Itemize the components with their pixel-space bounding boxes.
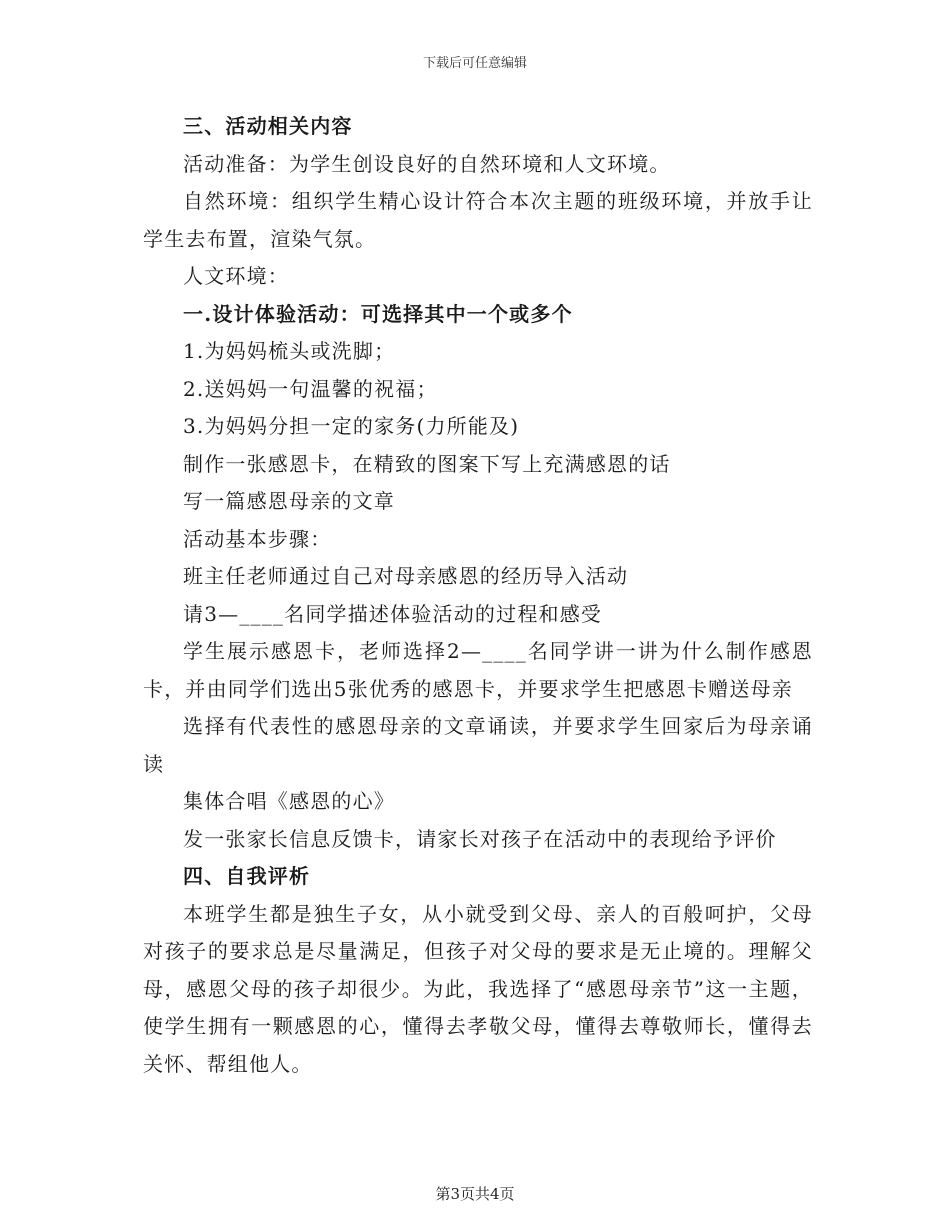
paragraph: 学生展示感恩卡，老师选择2—____名同学讲一讲为什么制作感恩卡，并由同学们选出5张优秀的感恩卡，并要求学生把感恩卡赠送母亲 [143, 639, 813, 701]
paragraph: 四、自我评析 [183, 864, 311, 888]
paragraph: 三、活动相关内容 [183, 114, 353, 138]
paragraph: 3.为妈妈分担一定的家务(力所能及) [183, 414, 520, 438]
paragraph: 1.为妈妈梳头或洗脚； [183, 339, 396, 363]
paragraph: 请3—____名同学描述体验活动的过程和感受 [183, 601, 603, 626]
paragraph: 发一张家长信息反馈卡，请家长对孩子在活动中的表现给予评价 [183, 826, 777, 851]
page-header: 下载后可任意编辑 [422, 56, 527, 71]
page-footer: 第3页共4页 [435, 1185, 515, 1203]
paragraph: 本班学生都是独生子女，从小就受到父母、亲人的百般呵护，父母对孩子的要求总是尽量满足，但孩子对父母的要求是无止境的。理解父母，感恩父母的孩子却很少。为此，我选择了“感恩母亲节”这一主题，使学生拥有一颗感恩的心，懂得去孝敬父母，懂得去尊敬师长，懂得去关怀、帮组他人。 [143, 901, 813, 1076]
paragraph: 人文环境： [183, 264, 289, 288]
document-body [143, 108, 813, 1083]
paragraph: 制作一张感恩卡，在精致的图案下写上充满感恩的话 [183, 451, 671, 476]
paragraph: 选择有代表性的感恩母亲的文章诵读，并要求学生回家后为母亲诵读 [143, 714, 813, 776]
paragraph: 活动基本步骤： [183, 526, 332, 551]
paragraph: 写一篇感恩母亲的文章 [183, 489, 395, 513]
paragraph: 集体合唱《感恩的心》 [183, 789, 395, 813]
paragraph: 一.设计体验活动：可选择其中一个或多个 [183, 301, 573, 326]
paragraph: 班主任老师通过自己对母亲感恩的经历导入活动 [183, 564, 629, 588]
paragraph: 2.送妈妈一句温馨的祝福； [183, 376, 438, 401]
paragraph: 自然环境：组织学生精心设计符合本次主题的班级环境，并放手让学生去布置，渲染气氛。 [143, 189, 813, 251]
paragraph: 活动准备：为学生创设良好的自然环境和人文环境。 [183, 151, 671, 176]
